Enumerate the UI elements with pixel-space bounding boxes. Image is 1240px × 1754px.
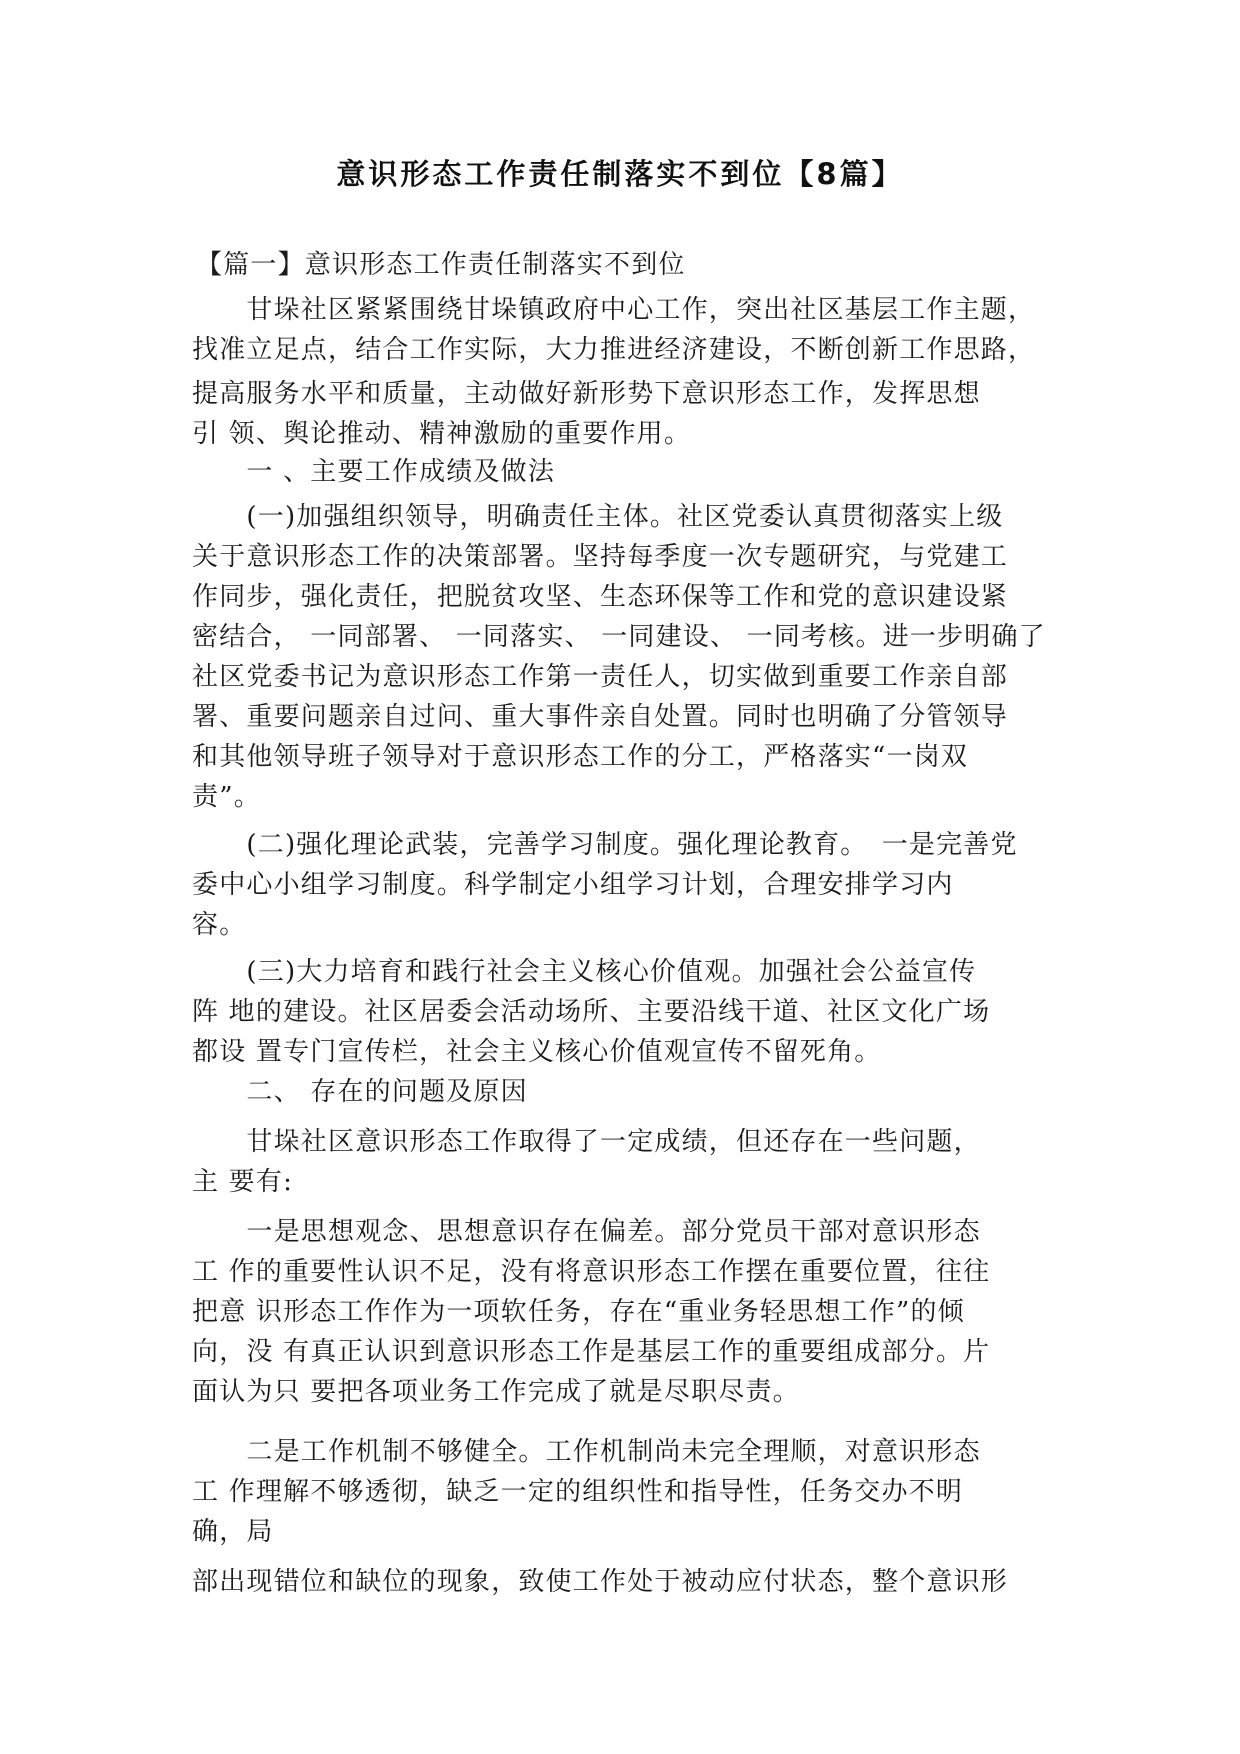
subheading-line: 二、 存在的问题及原因 [192, 1077, 528, 1107]
paragraph-line: 向，没 有真正认识到意识形态工作是基层工作的重要组成部分。片 [192, 1337, 991, 1367]
paragraph-line: 把意 识形态工作作为一项软任务，存在“重业务轻思想工作”的倾 [192, 1297, 965, 1327]
paragraph-line: 甘垛社区意识形态工作取得了一定成绩，但还存在一些问题， [192, 1127, 981, 1157]
paragraph-line: 阵 地的建设。社区居委会活动场所、主要沿线干道、社区文化广场 [192, 997, 991, 1027]
document-title: 意识形态工作责任制落实不到位【8篇】 [336, 157, 904, 191]
paragraph-line: 社区党委书记为意识形态工作第一责任人，切实做到重要工作亲自部 [192, 662, 1009, 692]
paragraph-line: 主 要有: [192, 1167, 294, 1197]
paragraph-line: (二)强化理论武装，完善学习制度。强化理论教育。 一是完善党 [192, 830, 1018, 860]
paragraph-line: 工 作的重要性认识不足，没有将意识形态工作摆在重要位置，往往 [192, 1257, 991, 1287]
paragraph-line: 部出现错位和缺位的现象，致使工作处于被动应付状态，整个意识形 [192, 1567, 1009, 1597]
paragraph-line: 责”。 [192, 782, 261, 812]
paragraph-line: 委中心小组学习制度。科学制定小组学习计划，合理安排学习内 [192, 870, 954, 900]
paragraph-line: 署、重要问题亲自过问、重大事件亲自处置。同时也明确了分管领导 [192, 702, 1009, 732]
paragraph-line: 确，局 [192, 1517, 274, 1547]
paragraph-line: 甘垛社区紧紧围绕甘垛镇政府中心工作，突出社区基层工作主题， [192, 295, 1036, 325]
paragraph-line: 面认为只 要把各项业务工作完成了就是尽职尽责。 [192, 1377, 800, 1407]
subheading-line: 一 、主要工作成绩及做法 [192, 457, 556, 487]
paragraph-line: 工 作理解不够透彻，缺乏一定的组织性和指导性，任务交办不明 [192, 1477, 964, 1507]
paragraph-line: 提高服务水平和质量，主动做好新形势下意识形态工作，发挥思想 [192, 379, 981, 409]
paragraph-line: (三)大力培育和践行社会主义核心价值观。加强社会公益宣传 [192, 957, 977, 987]
paragraph-line: 和其他领导班子领导对于意识形态工作的分工，严格落实“一岗双 [192, 742, 969, 772]
paragraph-line: 找准立足点，结合工作实际，大力推进经济建设，不断创新工作思路， [192, 335, 1036, 365]
paragraph-line: 引 领、舆论推动、精神激励的重要作用。 [192, 419, 692, 449]
paragraph-line: 都设 置专门宣传栏，社会主义核心价值观宣传不留死角。 [192, 1037, 882, 1067]
paragraph-line: 一是思想观念、思想意识存在偏差。部分党员干部对意识形态 [192, 1217, 981, 1247]
section-heading-1: 【篇一】意识形态工作责任制落实不到位 [196, 250, 686, 280]
paragraph-line: 关于意识形态工作的决策部署。坚持每季度一次专题研究，与党建工 [192, 542, 1009, 572]
paragraph-line: 密结合， 一同部署、 一同落实、 一同建设、 一同考核。进一步明确了 [192, 622, 1046, 652]
paragraph-line: 容。 [192, 910, 247, 940]
paragraph-line: 二是工作机制不够健全。工作机制尚未完全理顺，对意识形态 [192, 1437, 981, 1467]
paragraph-line: 作同步，强化责任，把脱贫攻坚、生态环保等工作和党的意识建设紧 [192, 582, 1009, 612]
paragraph-line: (一)加强组织领导，明确责任主体。社区党委认真贯彻落实上级 [192, 502, 1004, 532]
